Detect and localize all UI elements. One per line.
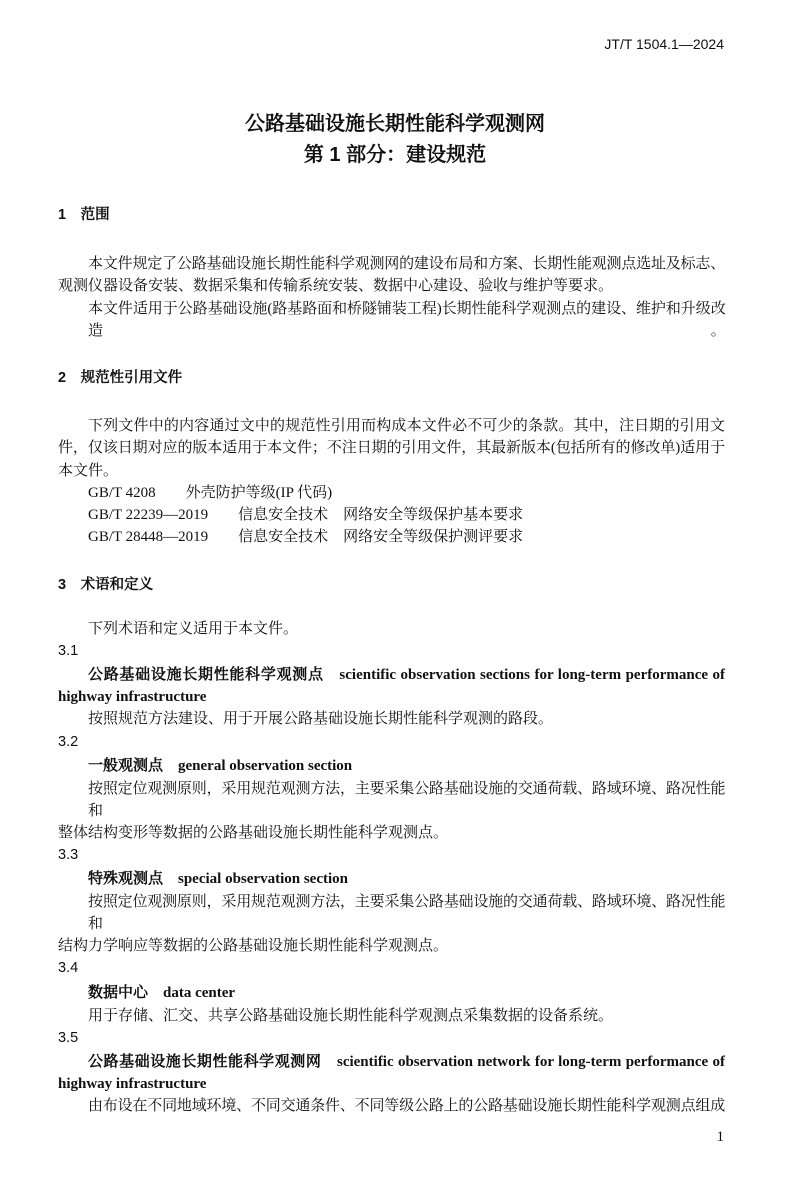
reference-code: GB/T 4208 <box>88 485 156 501</box>
reference-code: GB/T 28448—2019 <box>88 529 209 545</box>
term-definition: 整体结构变形等数据的公路基础设施长期性能科学观测点。 <box>58 825 449 841</box>
paragraph-line: 本文件适用于公路基础设施(路基路面和桥隧铺装工程)长期性能科学观测点的建设、维护和升级改造。 <box>88 301 725 339</box>
reference-title: 信息安全技术 网络安全等级保护测评要求 <box>238 529 524 545</box>
term-number: 3.5 <box>58 1030 79 1046</box>
term-name: 特殊观测点 special observation section <box>88 871 348 887</box>
term-name: highway infrastructure <box>58 1076 207 1092</box>
term-definition: 按照规范方法建设、用于开展公路基础设施长期性能科学观测的路段。 <box>88 711 554 727</box>
document-id: JT/T 1504.1—2024 <box>604 36 724 52</box>
reference-title: 信息安全技术 网络安全等级保护基本要求 <box>238 507 524 523</box>
paragraph-line: 观测仪器设备安装、数据采集和传输系统安装、数据中心建设、验收与维护等要求。 <box>58 278 614 294</box>
reference-code: GB/T 22239—2019 <box>88 507 209 523</box>
reference-item <box>88 504 725 526</box>
term-definition: 用于存储、汇交、共享公路基础设施长期性能科学观测点采集数据的设备系统。 <box>88 1008 614 1024</box>
document-title: 公路基础设施长期性能科学观测网 <box>245 113 545 135</box>
paragraph-line: 本文件。 <box>58 463 119 479</box>
term-name: 公路基础设施长期性能科学观测网 scientific observation network for long-term performance of <box>88 1054 725 1070</box>
term-number: 3.2 <box>58 734 79 750</box>
term-definition: 结构力学响应等数据的公路基础设施长期性能科学观测点。 <box>58 938 449 954</box>
paragraph-line: 下列文件中的内容通过文中的规范性引用而构成本文件必不可少的条款。其中，注日期的引用文 <box>88 418 725 434</box>
section-heading: 3 术语和定义 <box>58 577 154 593</box>
term-name: 一般观测点 general observation section <box>88 758 353 774</box>
term-number: 3.1 <box>58 643 79 659</box>
paragraph-line: 本文件规定了公路基础设施长期性能科学观测网的建设布局和方案、长期性能观测点选址及标志、 <box>88 256 725 272</box>
term-definition: 按照定位观测原则，采用规范观测方法，主要采集公路基础设施的交通荷载、路域环境、路况性能和 <box>88 781 725 819</box>
document-subtitle: 第 1 部分：建设规范 <box>303 144 487 166</box>
reference-item <box>88 482 725 504</box>
section-heading: 2 规范性引用文件 <box>58 370 183 386</box>
paragraph-line: 件，仅该日期对应的版本适用于本文件；不注日期的引用文件，其最新版本(包括所有的修改单)适用于 <box>58 440 725 456</box>
reference-title: 外壳防护等级(IP 代码) <box>185 485 333 501</box>
term-name: 公路基础设施长期性能科学观测点 scientific observation sections for long-term performance of <box>88 667 725 683</box>
term-name: 数据中心 data center <box>88 985 236 1001</box>
page-number: 1 <box>716 1129 724 1145</box>
section-heading: 1 范围 <box>58 207 110 223</box>
term-number: 3.3 <box>58 847 79 863</box>
reference-item <box>88 526 725 548</box>
term-definition: 按照定位观测原则，采用规范观测方法，主要采集公路基础设施的交通荷载、路域环境、路况性能和 <box>88 894 725 932</box>
term-name: highway infrastructure <box>58 689 207 705</box>
paragraph-line: 下列术语和定义适用于本文件。 <box>88 621 299 637</box>
term-definition: 由布设在不同地域环境、不同交通条件、不同等级公路上的公路基础设施长期性能科学观测点组成 <box>88 1098 725 1114</box>
term-number: 3.4 <box>58 960 79 976</box>
